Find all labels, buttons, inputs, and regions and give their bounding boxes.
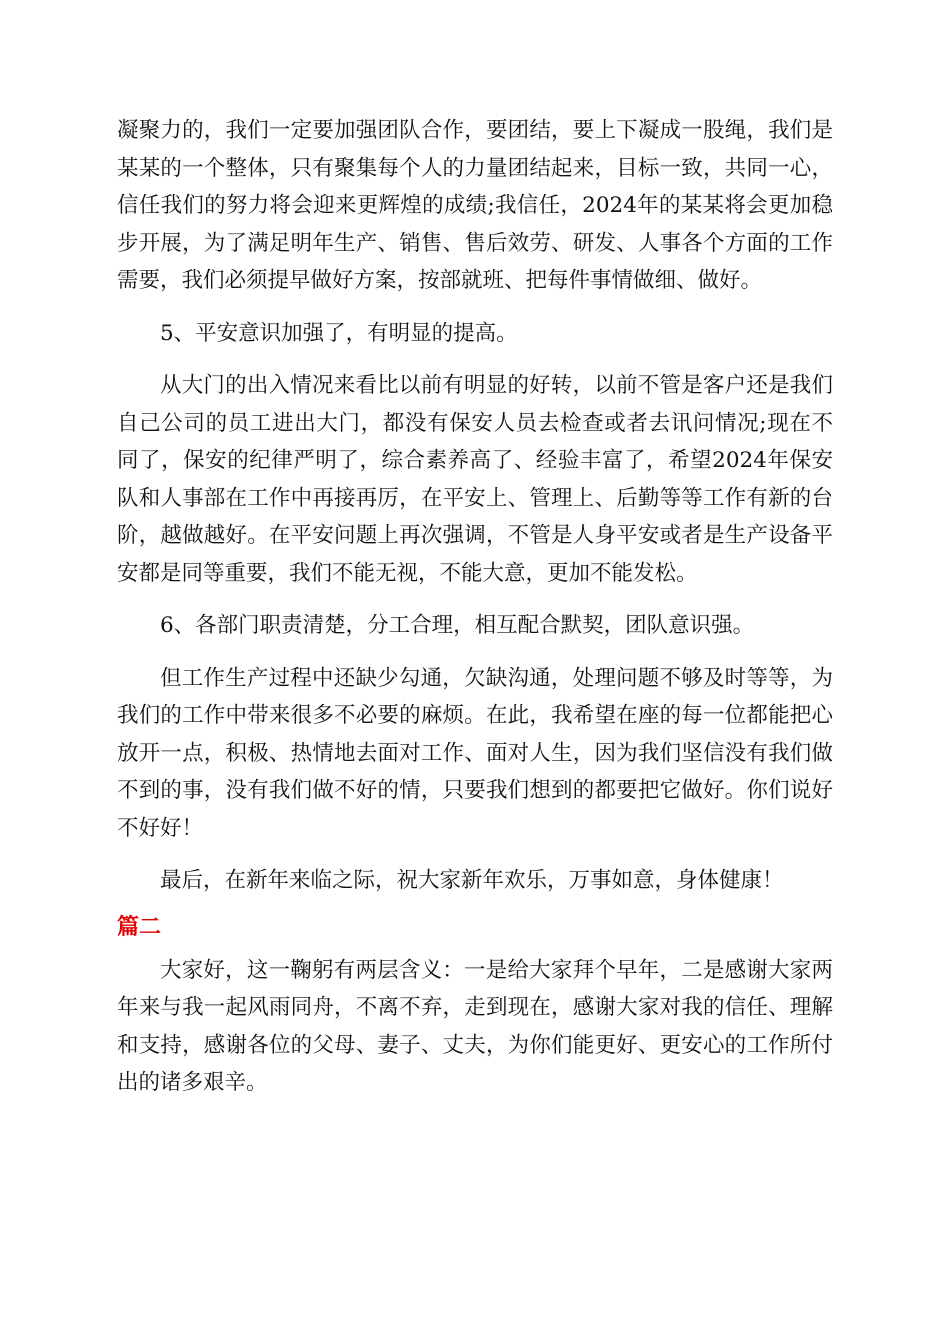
paragraph-closing-wishes: 最后，在新年来临之际，祝大家新年欢乐，万事如意，身体健康！ <box>160 868 784 893</box>
document-page <box>117 112 833 1102</box>
paragraph-security: 从大门的出入情况来看比以前有明显的好转，以前不管是客户还是我们自己公司的员工进出大门，都没有保安人员去检查或者去讯问情况;现在不同了，保安的纪律严明了，综合素养高了、经验丰富了，希望2024年保安队和人事部在工作中再接再厉，在平安上、管理上、后勤等等工作有新的台阶，越做越好。在平安问题上再次强调，不管是人身平安或者是生产设备平安都是同等重要，我们不能无视，不能大意，更加不能发松。 <box>117 373 833 586</box>
paragraph-communication: 但工作生产过程中还缺少勾通，欠缺沟通，处理问题不够及时等等，为我们的工作中带来很多不必要的麻烦。在此，我希望在座的每一位都能把心放开一点，积极、热情地去面对工作、面对人生，因为我们坚信没有我们做不到的事，没有我们做不好的情，只要我们想到的都要把它做好。你们说好不好好！ <box>117 665 833 841</box>
paragraph-item-6-heading: 6、各部门职责清楚，分工合理，相互配合默契，团队意识强。 <box>160 613 755 638</box>
paragraph-section2-intro: 大家好，这一鞠躬有两层含义：一是给大家拜个早年，二是感谢大家两年来与我一起风雨同舟，不离不弃，走到现在，感谢大家对我的信任、理解和支持，感谢各位的父母、妻子、丈夫，为你们能更好、更安心的工作所付出的诸多艰辛。 <box>117 957 833 1095</box>
section-title: 篇二 <box>117 914 162 940</box>
paragraph-continuation: 凝聚力的，我们一定要加强团队合作，要团结，要上下凝成一股绳，我们是某某的一个整体，只有聚集每个人的力量团结起来，目标一致，共同一心，信任我们的努力将会迎来更辉煌的成绩;我信任，2024年的某某将会更加稳步开展，为了满足明年生产、销售、售后效劳、研发、人事各个方面的工作需要，我们必须提早做好方案，按部就班、把每件事情做细、做好。 <box>117 118 833 293</box>
paragraph-item-5-heading: 5、平安意识加强了，有明显的提高。 <box>160 320 518 346</box>
